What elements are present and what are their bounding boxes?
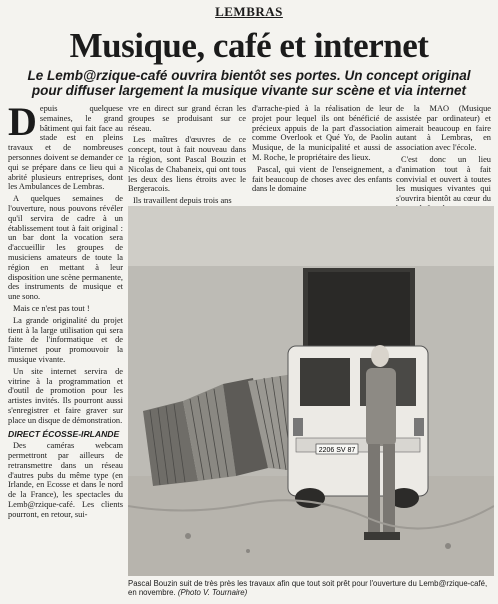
article-column-2 xyxy=(128,104,246,208)
column-1-paragraph-5: Un site internet servira de vitrine à la programmation et d'outil de promotion pour les artistes invités. Ils pourront aussi s'enregistrer et faire graver sur place un disque de démonstration. xyxy=(8,366,123,425)
column-2-paragraph-2: Les maîtres d'œuvres de ce concept, tout à fait nouveau dans la région, sont Pascal Bouzin et Nicolas de Chabaneix, qui ont tous les deux des liens étroits avec le Bergeracois. xyxy=(128,135,246,194)
column-3-paragraph-2: Pascal, qui vient de l'enseignement, a fait beaucoup de choses avec des enfants dans le domaine xyxy=(252,164,392,194)
drop-cap: D xyxy=(8,99,37,144)
article-subhead: Le Lemb@rzique-café ouvrira bientôt ses portes. Un concept original pour diffuser largement la musique vivante sur scène et via internet xyxy=(27,68,471,98)
caption-text: Pascal Bouzin suit de très près les travaux afin que tout soit prêt pour l'ouverture du Lemb@rzique-café, en novembre. xyxy=(128,579,488,597)
article-photo xyxy=(128,206,494,576)
section-heading: DIRECT ÉCOSSE-IRLANDE xyxy=(8,428,120,439)
photo-scene xyxy=(128,206,494,576)
column-1-paragraph-4: La grande originalité du projet tient à la large utilisation qui sera faite de l'informatique et de l'internet pour promouvoir la musique vivante. xyxy=(8,315,123,364)
van xyxy=(288,346,428,508)
column-2-paragraph-3: Ils travaillent depuis trois ans xyxy=(133,196,232,206)
column-4-paragraph-1: de la MAO (Musique assistée par ordinateur) et aimerait beaucoup en faire autant à Lembras, en association avec l'école. xyxy=(396,104,491,153)
photo-caption xyxy=(128,579,494,597)
column-4-paragraph-2: C'est donc un lieu d'animation tout à fait convivial et ouvert à toutes les musiques vivantes qui s'ouvrira bientôt au cœur du xyxy=(396,154,491,204)
column-1-paragraph-1: Depuis quelquese semaines, le grand bâtiment qui fait face au stade est en pleins travaux et de nombreuses personnes doivent se demander ce qui se prépare dans ce lieu qui a abrité plusieurs entreprises, dont les Ambulances de Lembras. xyxy=(8,99,123,192)
article-column-4 xyxy=(396,104,491,216)
column-3-paragraph-1: d'arrache-pied à la réalisation de leur projet pour lequel ils ont bénéficié de précieux appuis de la part d'association comme Overlook et Qué Yo, de Paolin Musique, de la municipalité et aussi de M. Roche, le propriétaire des lieux. xyxy=(252,104,392,162)
column-2-paragraph-1: vre en direct sur grand écran les groupes se produisant sur ce réseau. xyxy=(128,104,246,133)
column-1-paragraph-6: Des caméras webcam permettront par ailleurs de retransmettre dans un réseau d'autres pubs du même type (en Irlande, en Ecosse et dans le nord de la France), les spectacles du Lemb@rzique-café. Les clients pourront, en retour, sui- xyxy=(8,441,123,519)
license-plate: 2206 SV 87 xyxy=(318,447,356,454)
section-kicker: LEMBRAS xyxy=(215,4,283,19)
article-headline: Musique, café et internet xyxy=(69,26,429,65)
photo-credit: (Photo V. Tournaire) xyxy=(177,588,248,597)
column-1-paragraph-3: Mais ce n'est pas tout ! xyxy=(13,303,90,313)
article-column-3 xyxy=(252,104,392,196)
article-column-1 xyxy=(8,99,123,522)
column-1-paragraph-2: A quelques semaines de l'ouverture, nous pouvons révéler qu'il servira de cadre à un établissement tout à fait original : un bar dont la vocation sera d'accueillir les groupes de musiciens amateurs de toute la région en mettant à leur disposition une scène permanente, des instruments de musique et une sono. xyxy=(8,194,123,302)
